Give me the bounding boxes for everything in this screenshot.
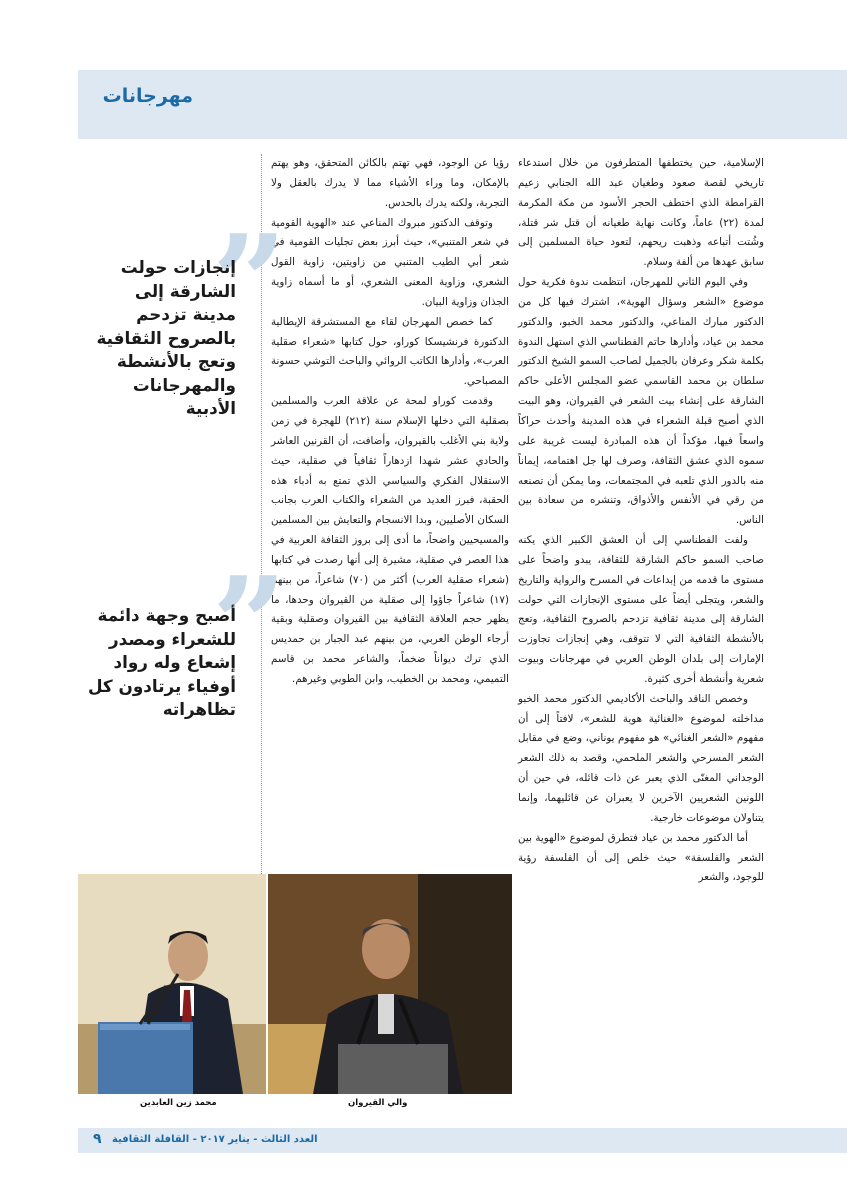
quote-mark-icon: ” [212, 548, 287, 701]
paragraph: أما الدكتور محمد بن عياد فتطرق لموضوع «الهوية بين الشعر والفلسفة» حيث خلص إلى أن الفلسفة رؤية للوجود، والشعر [518, 831, 764, 884]
paragraph: وفي اليوم الثاني للمهرجان، انتظمت ندوة فكرية حول موضوع «الشعر وسؤال الهوية»، اشترك فيها كل من الدكتور مبارك المناعي، والدكتور محمد الخبو، والدكتور محمد بن عياد، وأدارها حاتم الفطناسي الذي استهل الندوة بكلمة شكر وعرفان بالجميل لصاحب السمو الشيخ الدكتور سلطان بن محمد القاسمي عضو المجلس الأعلى حاكم الشارقة على إنشاء بيت الشعر في القيروان، وهو البيت الذي أصبح قبلة الشعراء في هذه المدينة وأحدث حراكاً واسعاً فيها، مؤكداً أن هذه المبادرة ليست غريبة على سموه الذي عشق الثقافة، وصرف لها جل اهتمامه، إيماناً منه بالدور الذي تلعبه في المجتمعات، وما يمكن أن تصنعه من رقي في الأنفس والأذواق، وتنشره من سعادة بين الناس. [518, 276, 764, 527]
photo-speaker-left [78, 874, 266, 1094]
page-number: ٩ [93, 1131, 102, 1147]
pull-quote-1: إنجازات حولت الشارقة إلى مدينة تزدحم بالصروح الثقافية وتعج بالأنشطة والمهرجانات الأدبية [96, 257, 236, 418]
issue-text: العدد الثالث - يناير ٢٠١٧ - [192, 1134, 318, 1145]
quote-mark-icon: ” [212, 206, 287, 359]
section-header-band [78, 70, 847, 139]
magazine-name: القافلة الثقافية [112, 1134, 190, 1145]
article-column-left [271, 154, 509, 690]
speaker-illustration [268, 874, 512, 1094]
paragraph: الإسلامية، حين يختطفها المتطرفون من خلال استدعاء تاريخي لقصة صعود وطغيان عبد الله الجنابي زعيم القرامطة الذي اختطف الحجر الأسود من مكة المكرمة لمدة (٢٢) عاماً، وكانت نهاية طغيانه أن قتل شر قتلة، وشُتت أتباعه وذهبت ريحهم، لتعود حياة المسلمين إلى سابق عهدها من ألفة وسلام. [518, 157, 764, 269]
footer-issue-info [112, 1134, 318, 1145]
section-title: مهرجانات [102, 85, 193, 107]
speaker-illustration [78, 874, 266, 1094]
paragraph: كما خصص المهرجان لقاء مع المستشرقة الإيطالية الدكتورة فرنشيسكا كوراو، حول كتابها «شعراء صقلية العرب»، وأدارها الكاتب الروائي والباحث التوشي حسونة المصباحي. [271, 315, 509, 388]
paragraph: ولفت الفطناسي إلى أن العشق الكبير الذي يكنه صاحب السمو حاكم الشارقة للثقافة، يبدو واضحاً على مستوى ما قدمه من إبداعات في المسرح والرواية والتاريخ والشعر، ويتجلى أيضاً على مستوى الإنجازات التي حولت الشارقة إلى مدينة ثقافية تزدحم بالصروح الثقافية، وتعج بالأنشطة الثقافية التي لا تتوقف، وهي إنجازات تجاوزت الإمارات إلى بلدان الوطن العربي في مهرجانات وبيوت شعرية وأنشطة أخرى كثيرة. [518, 534, 764, 685]
photo-caption-left: محمد زين العابدين [140, 1098, 217, 1108]
photo-caption-right: والي القيروان [348, 1098, 408, 1108]
pull-quote-2: أصبح وجهة دائمة للشعراء ومصدر إشعاع وله رواد أوفياء يرتادون كل تظاهراته [87, 605, 236, 719]
paragraph: وخصص الناقد والباحث الأكاديمي الدكتور محمد الخبو مداخلته لموضوع «الغنائية هوية للشعر»، لافتاً إلى أن مفهوم «الشعر الغنائي» هو مفهوم يوناني، وضع في مقابل الشعر المسرحي والشعر الملحمي، وقصد به ذلك الشعر الوجداني المغنّى الذي يعبر عن ذات قائله، في حين أن اللونين الشعريين الآخرين لا يعبران عن قائليهما، وإنما يتناولان موضوعات خارجية. [518, 692, 764, 824]
article-column-right [518, 154, 764, 888]
paragraph: وتوقف الدكتور مبروك المناعي عند «الهوية القومية في شعر المتنبي»، حيث أبرز بعض تجليات القومية في شعر أبي الطيب المتنبي من زاويتين، زاوية القول الشعري، وزاوية المعنى الشعري، أو ما أسماه زاوية الجذان وزاوية البيان. [271, 216, 509, 308]
photo-speaker-right [268, 874, 512, 1094]
paragraph: وقدمت كوراو لمحة عن علاقة العرب والمسلمين بصقلية التي دخلها الإسلام سنة (٢١٢) للهجرة في زمن ولاية بني الأغلب بالقيروان، وأضافت، أن القرنين العاشر والحادي عشر شهدا ازدهاراً ثقافياً في صقلية، حيث الاستقلال الفكري والسياسي الذي تمتع به أدباء هذه الحقبة، فبرز العديد من الشعراء والكتاب العرب بجانب السكان الأصليين، وبدا الانسجام والتعايش بين المسلمين والمسيحيين واضحاً، ما أدى إلى بروز الثقافة العربية في هذا العصر في صقلية، مشيرة إلى أنها رصدت في كتابها (شعراء صقلية العرب) أكثر من (٧٠) شاعراً، من بينهم (١٧) شاعراً جاؤوا إلى صقلية من القيروان وحدها، ما يظهر حجم العلاقة الثقافية بين القيروان وصقلية وبقية أرجاء الوطن العربي، من بينهم عبد الجبار بن حمديس الذي ترك ديواناً ضخماً، والشاعر محمد بن قاسم التميمي، ومحمد بن الخطيب، وابن الطوبي وغيرهم. [271, 395, 509, 685]
paragraph: رؤيا عن الوجود، فهي تهتم بالكائن المتحقق، وهو يهتم بالإمكان، وما وراء الأشياء مما لا يدرك بالعقل ولا التجربة، ولكنه يدرك بالحدس. [271, 157, 509, 209]
